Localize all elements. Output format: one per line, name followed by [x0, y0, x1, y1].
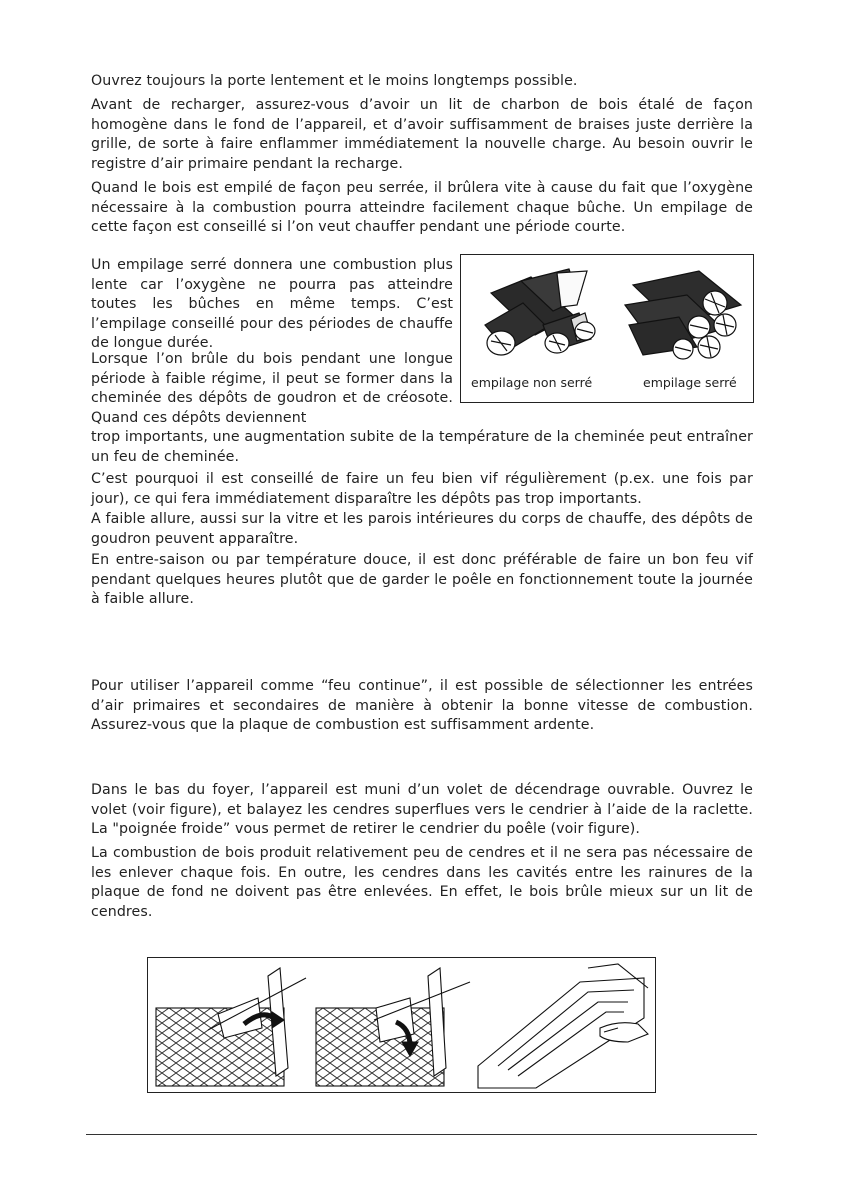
sweep-ash-step-drawing [316, 968, 470, 1086]
paragraph-door: Ouvrez toujours la porte lentement et le moins longtemps possible. [91, 73, 578, 89]
tight-stacking-logs [625, 271, 741, 359]
ash-removal-figure [147, 957, 656, 1093]
paragraph-ash-quantity: La combustion de bois produit relativement peu de cendres et il ne sera pas nécessaire de les enlever chaque fois. En outre, les cendres dans les cavités entre les rainures de la plaque de fond ne doivent pas être enlevées. En effet, le bois brûle mieux sur un lit de cendres. [91, 845, 753, 920]
paragraph-creosote-part1: Lorsque l’on brûle du bois pendant une longue période à faible régime, il peut se former dans la cheminée des dépôts de goudron et de créosote. Quand ces dépôts deviennent [91, 351, 453, 426]
wood-stacking-illustration [461, 255, 753, 370]
loose-stacking-logs [485, 269, 595, 355]
footer-rule [86, 1134, 757, 1135]
paragraph-mid-season: En entre-saison ou par température douce, il est donc préférable de faire un bon feu vif pendant quelques heures plutôt que de garder le poêle en fonctionnement toute la journée à faible allure. [91, 552, 753, 608]
caption-tight-stacking: empilage serré [643, 375, 737, 390]
paragraph-continuous-fire: Pour utiliser l’appareil comme “feu continue”, il est possible de sélectionner les entrées d’air primaires et secondaires de manière à obtenir la bonne vitesse de combustion. Assurez-vous que la plaque de combustion est suffisamment ardente. [91, 678, 753, 734]
paragraph-tar-deposits: A faible allure, aussi sur la vitre et les parois intérieures du corps de chauffe, des dépôts de goudron peuvent apparaître. [91, 511, 753, 547]
remove-ash-pan-step-drawing [478, 964, 648, 1088]
paragraph-loose-stacking: Quand le bois est empilé de façon peu serrée, il brûlera vite à cause du fait que l’oxygène nécessaire à la combustion pourra atteindre facilement chaque bûche. Un empilage de cette façon est conseillé si l’on veut chauffer pendant une période courte. [91, 180, 753, 236]
paragraph-hot-fire: C’est pourquoi il est conseillé de faire un feu bien vif régulièrement (p.ex. une fois par jour), ce qui fera immédiatement disparaître les dépôts pas trop importants. [91, 471, 753, 507]
open-flap-step-drawing [156, 968, 306, 1086]
paragraph-ash-flap: Dans le bas du foyer, l’appareil est muni d’un volet de décendrage ouvrable. Ouvrez le volet (voir figure), et balayez les cendres superflues vers le cendrier à l’aide de la raclette. La "poignée froide” vous permet de retirer le cendrier du poêle (voir figure). [91, 782, 753, 838]
paragraph-tight-stacking: Un empilage serré donnera une combustion plus lente car l’oxygène ne pourra pas atteindre toutes les bûches en même temps. C’est l’empilage conseillé pour des périodes de chauffe de longue durée. [91, 257, 453, 352]
wood-stacking-figure [460, 254, 754, 403]
paragraph-creosote-part2: trop importants, une augmentation subite de la température de la cheminée peut entraîner un feu de cheminée. [91, 429, 753, 465]
paragraph-recharge: Avant de recharger, assurez-vous d’avoir un lit de charbon de bois étalé de façon homogène dans le fond de l’appareil, et d’avoir suffisamment de braises juste derrière la grille, de sorte à faire enflammer immédiatement la nouvelle charge. Au besoin ouvrir le registre d’air primaire pendant la recharge. [91, 97, 753, 172]
caption-loose-stacking: empilage non serré [471, 375, 593, 390]
ash-removal-illustration [148, 958, 655, 1092]
